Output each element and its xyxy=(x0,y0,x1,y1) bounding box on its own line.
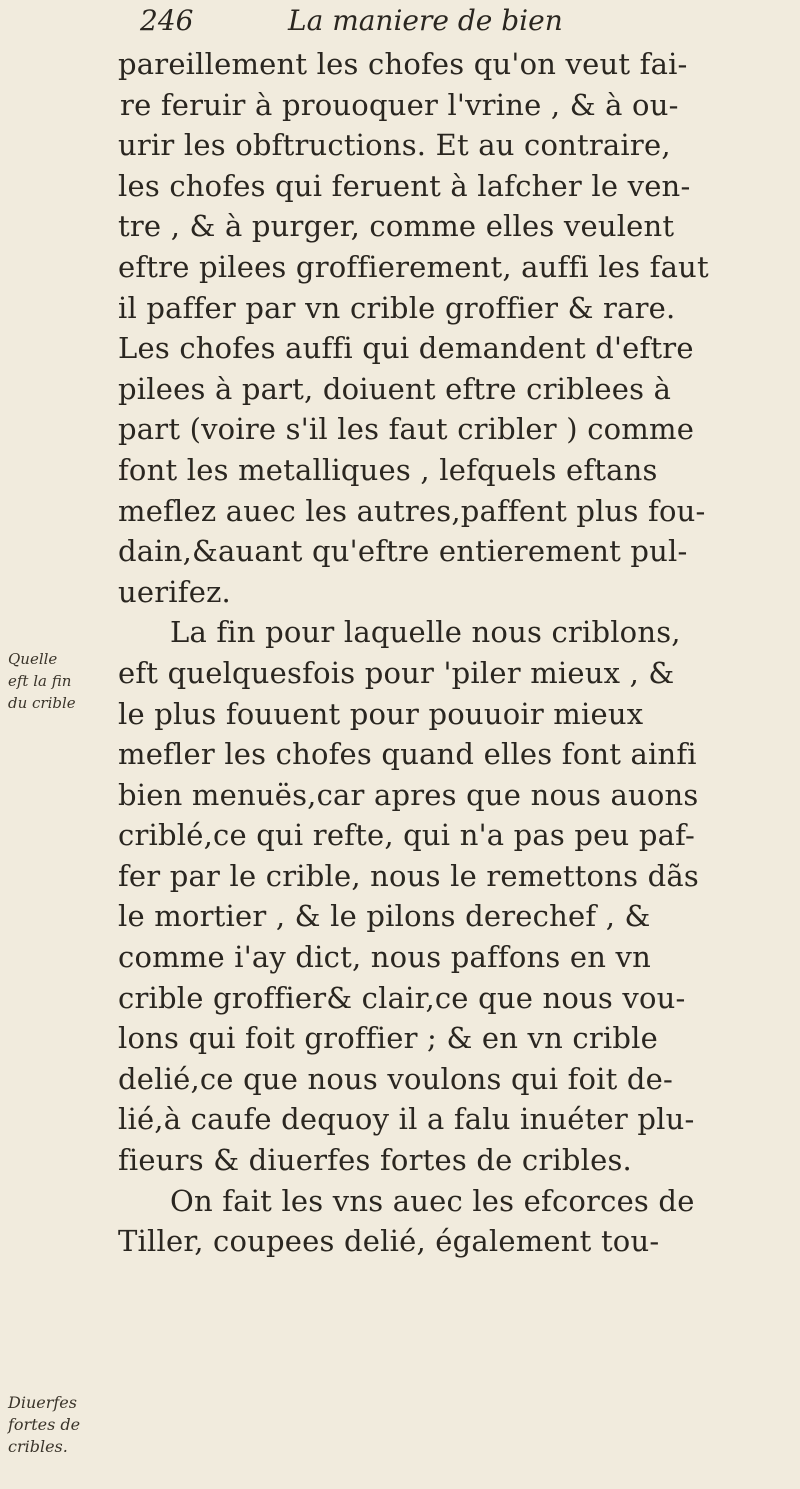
text-line: lié,à caufe dequoy il a falu inuéter plu- xyxy=(118,1102,695,1137)
text-line: uerifez. xyxy=(118,574,231,609)
margin-note-line: Quelle xyxy=(8,650,58,668)
text-line: les chofes qui feruent à lafcher le ven- xyxy=(118,168,691,203)
text-line: eftre pilees groffierement, auffi les faut xyxy=(118,249,709,284)
text-line: re feruir à prouoquer l'vrine , & à ou- xyxy=(120,87,679,122)
text-line: il paffer par vn crible groffier & rare. xyxy=(118,290,676,325)
text-line: lons qui foit groffier ; & en vn crible xyxy=(118,1021,658,1056)
text-line: bien menuës,car apres que nous auons xyxy=(118,777,699,812)
margin-note-line: fortes de xyxy=(8,1415,81,1434)
body-text xyxy=(118,44,786,1262)
text-line: pilees à part, doiuent eftre criblees à xyxy=(118,371,672,406)
text-line: le plus fouuent pour pouuoir mieux xyxy=(118,696,644,731)
margin-note-line: eft la fin xyxy=(8,672,72,690)
text-line: urir les obftructions. Et au contraire, xyxy=(118,128,671,163)
text-line: La fin pour laquelle nous criblons, xyxy=(170,615,681,650)
text-line: criblé,ce qui refte, qui n'a pas peu paf- xyxy=(118,818,695,853)
text-line: On fait les vns auec les efcorces de xyxy=(170,1183,695,1218)
margin-note-line: cribles. xyxy=(8,1437,68,1456)
margin-note-purpose-of-sieving xyxy=(8,648,112,714)
text-line: eft quelquesfois pour 'piler mieux , & xyxy=(118,655,675,690)
text-line: pareillement les chofes qu'on veut fai- xyxy=(118,47,688,81)
text-line: dain,&auant qu'eftre entierement pul- xyxy=(118,534,688,569)
text-line: le mortier , & le pilons derechef , & xyxy=(118,899,651,934)
text-line: delié,ce que nous voulons qui foit de- xyxy=(118,1061,674,1096)
margin-note-line: du crible xyxy=(8,694,76,712)
margin-note-kinds-of-sieves xyxy=(8,1392,112,1458)
text-line: fieurs & diuerfes fortes de cribles. xyxy=(118,1143,632,1178)
text-line: tre , & à purger, comme elles veulent xyxy=(118,209,675,244)
running-title: La maniere de bien xyxy=(288,4,563,37)
margin-note-line: Diuerfes xyxy=(8,1393,77,1412)
text-line: comme i'ay dict, nous paffons en vn xyxy=(118,940,651,975)
text-line: mefler les chofes quand elles font ainfi xyxy=(118,737,697,772)
text-line: fer par le crible, nous le remettons dãs xyxy=(118,858,699,893)
text-line: crible groffier& clair,ce que nous vou- xyxy=(118,980,686,1015)
page-number: 246 xyxy=(140,4,194,37)
text-line: part (voire s'il les faut cribler ) comme xyxy=(118,412,695,447)
text-line: Les chofes auffi qui demandent d'eftre xyxy=(118,331,694,366)
text-line: font les metalliques , lefquels eftans xyxy=(118,452,658,487)
text-line: meflez auec les autres,paffent plus fou- xyxy=(118,493,706,528)
text-line: Tiller, coupees delié, également tou- xyxy=(118,1224,660,1259)
